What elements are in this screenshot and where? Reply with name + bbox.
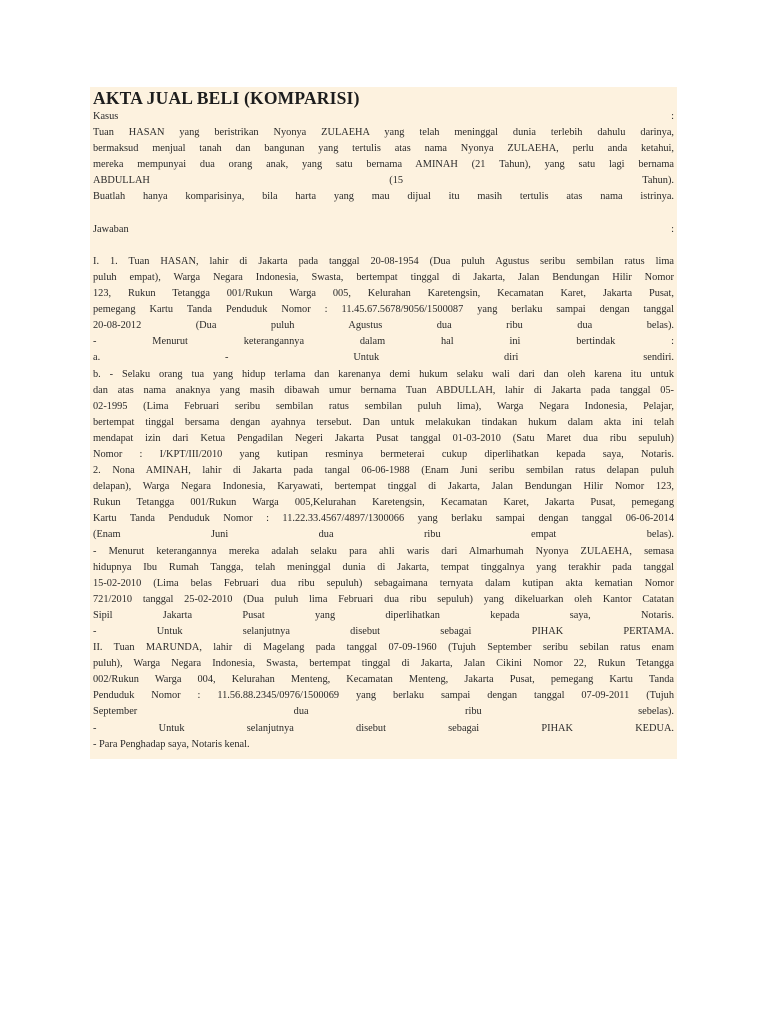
document-line: 002/Rukun Warga 004, Kelurahan Menteng, Kecamatan Menteng, Jakarta Pusat, pemegang Kartu Tanda bbox=[93, 674, 674, 686]
document-line: mereka mempunyai dua orang anak, yang satu bernama AMINAH (21 Tahun), yang satu lagi bernama bbox=[93, 159, 674, 171]
document-line: 123, Rukun Tetangga 001/Rukun Warga 005, Kelurahan Karetengsin, Kecamatan Karet, Jakarta Pusat, bbox=[93, 288, 674, 300]
document-line: Tuan HASAN yang beristrikan Nyonya ZULAEHA yang telah meninggal dunia terlebih dahulu darinya, bbox=[93, 127, 674, 139]
document-page bbox=[90, 87, 677, 759]
document-line: 2. Nona AMINAH, lahir di Jakarta pada tangal 06-06-1988 (Enam Juni seribu sembilan ratus delapan puluh bbox=[93, 465, 674, 477]
document-line: puluh empat), Warga Negara Indonesia, Swasta, bertempat tinggal di Jakarta, Jalan Bendungan Hilir Nomor bbox=[93, 271, 674, 283]
document-body bbox=[90, 109, 677, 753]
document-line: bertempat tinggal bersama dengan ayahnya tersebut. Dan untuk melakukan tindakan hukum dalam akta ini telah bbox=[93, 416, 674, 428]
document-line: Rukun Tetangga 001/Rukun Warga 005,Kelurahan Karetengsin, Kecamatan Karet, Jakarta Pusat, pemegang bbox=[93, 497, 674, 509]
document-line: Nomor : I/KPT/III/2010 yang kutipan resminya bermeterai cukup diperlihatkan kepada saya, Notaris. bbox=[93, 448, 674, 460]
document-line: b. - Selaku orang tua yang hidup terlama dan karenanya demi hukum selaku wali dari dan oleh karena itu untuk bbox=[93, 368, 674, 380]
document-line: puluh), Warga Negara Indonesia, Swasta, bertempat tinggal di Jakarta, Jalan Cikini Nomor 22, Rukun Tetangga bbox=[93, 658, 674, 670]
document-line: bermaksud menjual tanah dan bangunan yang tertulis atas nama Nyonya ZULAEHA, perlu anda ketahui, bbox=[93, 143, 674, 155]
document-line: - Untuk selanjutnya disebut sebagai PIHAK PERTAMA. bbox=[93, 626, 674, 637]
blank-line bbox=[93, 206, 674, 222]
document-line: 15-02-2010 (Lima belas Februari dua ribu sepuluh) sebagaimana ternyata dalam kutipan akta kematian Nomor bbox=[93, 577, 674, 589]
document-line: delapan), Warga Negara Indonesia, Karyawati, bertempat tinggal di Jakarta, Jalan Bendungan Hilir Nomor 123, bbox=[93, 481, 674, 493]
document-line: Kartu Tanda Penduduk Nomor : 11.22.33.4567/4897/1300066 yang berlaku sampai dengan tanggal 06-06-2014 bbox=[93, 513, 674, 525]
document-line: Sipil Jakarta Pusat yang diperlihatkan kepada saya, Notaris. bbox=[93, 609, 674, 621]
document-line: Jawaban : bbox=[93, 223, 674, 235]
document-line: Buatlah hanya komparisinya, bila harta yang mau dijual itu masih tertulis atas nama istrinya. bbox=[93, 191, 674, 203]
document-line: - Menurut keterangannya dalam hal ini bertindak : bbox=[93, 336, 674, 348]
document-line: September dua ribu sebelas). bbox=[93, 706, 674, 718]
document-line: Kasus : bbox=[93, 111, 674, 122]
document-line: ABDULLAH (15 Tahun). bbox=[93, 175, 674, 187]
document-line: (Enam Juni dua ribu empat belas). bbox=[93, 529, 674, 541]
document-line: 721/2010 tanggal 25-02-2010 (Dua puluh lima Februari dua ribu sepuluh) yang dikeluarkan oleh Kantor Catatan bbox=[93, 593, 674, 605]
document-line: mendapat izin dari Ketua Pengadilan Negeri Jakarta Pusat tanggal 01-03-2010 (Satu Maret dua ribu sepuluh) bbox=[93, 432, 674, 444]
blank-line bbox=[93, 238, 674, 254]
document-line: - Untuk selanjutnya disebut sebagai PIHAK KEDUA. bbox=[93, 722, 674, 734]
document-line: pemegang Kartu Tanda Penduduk Nomor : 11.45.67.5678/9056/1500087 yang berlaku sampai dengan tanggal bbox=[93, 304, 674, 316]
document-line: - Para Penghadap saya, Notaris kenal. bbox=[93, 738, 250, 750]
document-line: I. 1. Tuan HASAN, lahir di Jakarta pada tanggal 20-08-1954 (Dua puluh Agustus seribu sembilan ratus lima bbox=[93, 255, 674, 267]
document-line: II. Tuan MARUNDA, lahir di Magelang pada tanggal 07-09-1960 (Tujuh September seribu sebilan ratus enam bbox=[93, 642, 674, 654]
document-line: Penduduk Nomor : 11.56.88.2345/0976/1500069 yang berlaku sampai dengan tanggal 07-09-2011 (Tujuh bbox=[93, 690, 674, 702]
document-line: - Menurut keterangannya mereka adalah selaku para ahli waris dari Almarhumah Nyonya ZULAEHA, semasa bbox=[93, 545, 674, 557]
document-line: dan atas nama anaknya yang masih dibawah umur bernama Tuan ABDULLAH, lahir di Jakarta pada tanggal 05- bbox=[93, 384, 674, 396]
document-line: hidupnya Ibu Rumah Tangga, telah meninggal dunia di Jakarta, tempat tinggalnya yang terakhir pada tanggal bbox=[93, 561, 674, 573]
document-line: 02-1995 (Lima Februari seribu sembilan ratus sembilan puluh lima), Warga Negara Indonesia, Pelajar, bbox=[93, 400, 674, 412]
document-line: 20-08-2012 (Dua puluh Agustus dua ribu dua belas). bbox=[93, 320, 674, 332]
document-title: AKTA JUAL BELI (KOMPARISI) bbox=[93, 88, 360, 108]
document-line: a. - Untuk diri sendiri. bbox=[93, 352, 674, 364]
